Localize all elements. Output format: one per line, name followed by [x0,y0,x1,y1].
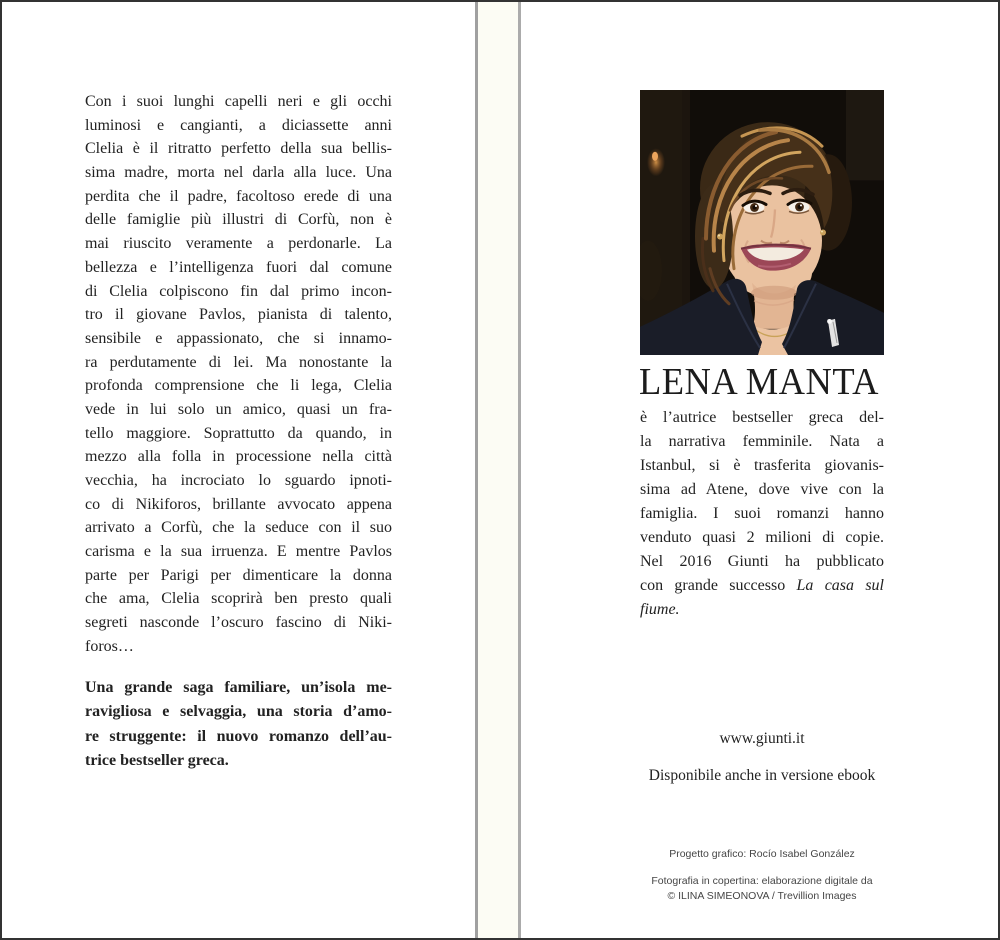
author-bio-lines [640,406,884,574]
text-line: Con i suoi lunghi capelli neri e gli occhi [85,93,392,110]
text-line: parte per Parigi per dimenticare la donna [85,566,392,584]
photo-credit-line-1: Fotografia in copertina: elaborazione digitale da [651,875,873,887]
text-line: delle famiglie più illustri di Corfù, non è [85,211,392,229]
text-line: vecchia, ha incrociato lo sguardo ipnoti- [85,472,392,489]
text-line: mai riuscito veramente a perdonarle. La [85,235,392,253]
text-line: re struggente: il nuovo romanzo dell’au- [85,727,392,745]
text-line: famiglia. I suoi romanzi hanno [640,505,884,522]
text-line: tello maggiore. Soprattutto da quando, in [85,424,392,442]
photo-credit-line-2: © ILINA SIMEONOVA / Trevillion Images [667,890,857,902]
text-line: profonda comprensione che li lega, Clelia [85,377,392,395]
text-line: venduto quasi 2 milioni di copie. [640,529,884,546]
text-line: co di Nikiforos, brillante avvocato appena [85,495,392,513]
text-line: sensibile e appassionato, che si innamo- [85,329,392,347]
text-line: è l’autrice bestseller greca del- [640,409,884,426]
text-line: mezzo alla folla in processione nella città [85,448,392,466]
ebook-availability-note: Disponibile anche in versione ebook [648,767,876,784]
text-line: segreti nasconde l’oscuro fascino di Niki- [85,614,392,632]
bio-line-mixed [640,574,884,598]
tagline-lines [85,676,392,773]
text-line: che ama, Clelia scoprirà ben presto quali [85,590,392,608]
bio-mixed-italic-book-title: La casa sul [796,577,884,594]
tagline-paragraph [85,676,392,773]
text-line: foros… [85,637,134,655]
text-line: ravigliosa e selvaggia, una storia d’amo- [85,703,392,721]
text-line: trice bestseller greca. [85,751,229,769]
text-line: di Clelia colpiscono fin dal primo incon- [85,282,392,300]
author-photo [640,90,884,355]
synopsis-paragraph [85,90,392,659]
text-line: luminosi e cangianti, a diciassette anni [85,116,392,134]
text-line: arrivato a Corfù, che la seduce con il suo [85,519,392,537]
text-line: sima madre, morta nel darla alla luce. Una [85,164,392,182]
credits-block [620,847,904,904]
design-credit: Progetto grafico: Rocío Isabel González [669,848,855,860]
text-line: carisma e la sua irruenza. E mentre Pavlos [85,543,392,561]
text-line: Una grande saga familiare, un’isola me- [85,679,392,696]
text-line: sima ad Atene, dove vive con la [640,481,884,498]
author-bio [640,406,884,622]
text-line: Istanbul, si è trasferita giovanis- [640,457,884,474]
publisher-website: www.giunti.it [719,730,805,747]
text-line: bellezza e l’intelligenza fuori dal comune [85,258,392,276]
text-line: ra perdutamente di lei. Ma nonostante la [85,353,392,371]
spine-gutter [475,0,521,940]
text-line: Nel 2016 Giunti ha pubblicato [640,553,884,570]
author-name: LENA MANTA [639,361,879,403]
text-line: vede in lui solo un amico, quasi un fra- [85,400,392,418]
text-line: la narrativa femminile. Nata a [640,433,884,450]
text-line: Clelia è il ritratto perfetto della sua bellis- [85,140,392,158]
author-portrait-illustration [640,90,884,355]
text-line: tro il giovane Pavlos, pianista di talento, [85,306,392,324]
bio-mixed-normal-text: con grande successo [640,577,797,594]
text-line: perdita che il padre, facoltoso erede di una [85,187,392,205]
bio-line-last: fiume. [640,601,680,618]
synopsis-lines [85,90,392,659]
